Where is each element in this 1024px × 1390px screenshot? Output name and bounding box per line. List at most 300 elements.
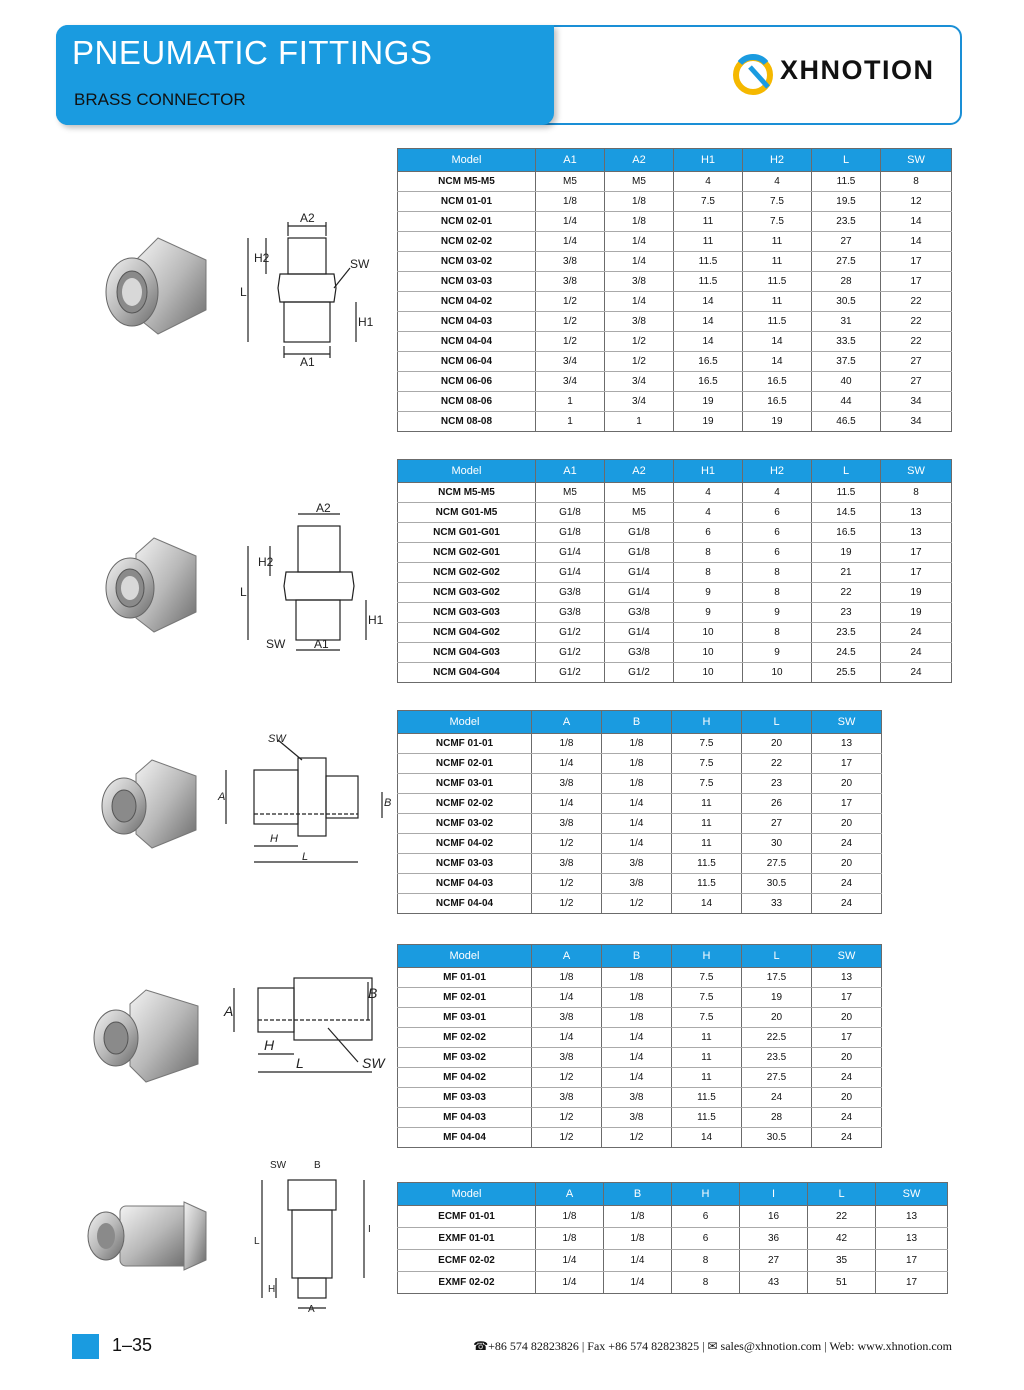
column-header: A <box>532 945 602 968</box>
value-cell: 9 <box>674 603 743 623</box>
model-cell: NCM 01-01 <box>398 192 536 212</box>
value-cell: 13 <box>881 503 952 523</box>
value-cell: 11.5 <box>672 1108 742 1128</box>
table-row <box>398 1108 882 1128</box>
svg-text:L: L <box>302 851 309 863</box>
value-cell: G1/8 <box>536 503 605 523</box>
value-cell: G1/4 <box>605 563 674 583</box>
value-cell: 24 <box>812 1108 882 1128</box>
svg-text:L: L <box>254 1236 260 1247</box>
value-cell: 42 <box>808 1228 876 1250</box>
value-cell: 19 <box>881 603 952 623</box>
value-cell: 1/2 <box>532 894 602 914</box>
model-cell: NCM M5-M5 <box>398 483 536 503</box>
value-cell: 6 <box>674 523 743 543</box>
value-cell: M5 <box>605 172 674 192</box>
value-cell: 28 <box>812 272 881 292</box>
value-cell: 17 <box>812 1028 882 1048</box>
model-cell: MF 02-01 <box>398 988 532 1008</box>
value-cell: 22 <box>881 292 952 312</box>
column-header: SW <box>812 711 882 734</box>
value-cell: 14 <box>674 312 743 332</box>
table-row <box>398 894 882 914</box>
value-cell: 1/2 <box>536 332 605 352</box>
svg-text:A2: A2 <box>300 211 315 225</box>
value-cell: 24 <box>881 623 952 643</box>
value-cell: 4 <box>743 483 812 503</box>
technical-drawing-5 <box>252 1156 382 1314</box>
value-cell: 1/4 <box>602 1068 672 1088</box>
value-cell: 1/4 <box>602 1048 672 1068</box>
value-cell: 16 <box>740 1206 808 1228</box>
table-row <box>398 192 952 212</box>
value-cell: 20 <box>812 1088 882 1108</box>
value-cell: 7.5 <box>672 754 742 774</box>
value-cell: 11.5 <box>674 252 743 272</box>
table-row <box>398 754 882 774</box>
column-header: H1 <box>674 149 743 172</box>
spec-table-ncm-g <box>397 459 952 683</box>
value-cell: 17 <box>812 988 882 1008</box>
table-row <box>398 1250 948 1272</box>
value-cell: 11.5 <box>812 483 881 503</box>
table-row <box>398 734 882 754</box>
value-cell: 14 <box>743 352 812 372</box>
value-cell: 30.5 <box>742 1128 812 1148</box>
value-cell: 11.5 <box>672 1088 742 1108</box>
value-cell: 20 <box>812 1008 882 1028</box>
value-cell: 3/8 <box>532 1008 602 1028</box>
value-cell: 10 <box>674 623 743 643</box>
value-cell: 14 <box>881 212 952 232</box>
table-row <box>398 1272 948 1294</box>
value-cell: 4 <box>743 172 812 192</box>
table-row <box>398 1068 882 1088</box>
svg-text:SW: SW <box>270 1160 287 1171</box>
value-cell: M5 <box>536 483 605 503</box>
model-cell: NCMF 04-02 <box>398 834 532 854</box>
model-cell: NCM 04-03 <box>398 312 536 332</box>
value-cell: 13 <box>812 734 882 754</box>
model-cell: NCM M5-M5 <box>398 172 536 192</box>
value-cell: 22 <box>742 754 812 774</box>
value-cell: 1/4 <box>536 1250 604 1272</box>
value-cell: 37.5 <box>812 352 881 372</box>
model-cell: MF 02-02 <box>398 1028 532 1048</box>
model-cell: NCMF 04-04 <box>398 894 532 914</box>
value-cell: 1/4 <box>605 252 674 272</box>
value-cell: G1/8 <box>605 543 674 563</box>
value-cell: 16.5 <box>743 392 812 412</box>
table-row <box>398 543 952 563</box>
svg-text:H: H <box>268 1284 276 1295</box>
value-cell: 1/4 <box>602 814 672 834</box>
model-cell: NCMF 01-01 <box>398 734 532 754</box>
value-cell: 1/8 <box>602 734 672 754</box>
model-cell: MF 04-04 <box>398 1128 532 1148</box>
value-cell: 13 <box>876 1206 948 1228</box>
product-photo-ncm-g <box>98 534 208 638</box>
table-row <box>398 483 952 503</box>
model-cell: NCM 02-01 <box>398 212 536 232</box>
svg-text:SW: SW <box>350 257 370 271</box>
model-cell: NCM 02-02 <box>398 232 536 252</box>
value-cell: 22 <box>881 312 952 332</box>
model-cell: NCMF 02-02 <box>398 794 532 814</box>
model-cell: NCM 06-04 <box>398 352 536 372</box>
value-cell: 1/8 <box>604 1228 672 1250</box>
table-header-row <box>398 149 952 172</box>
value-cell: 22 <box>881 332 952 352</box>
value-cell: 3/8 <box>605 312 674 332</box>
value-cell: 24 <box>812 1128 882 1148</box>
value-cell: 1/8 <box>536 192 605 212</box>
value-cell: 36 <box>740 1228 808 1250</box>
table-header-row <box>398 460 952 483</box>
value-cell: 16.5 <box>812 523 881 543</box>
value-cell: G1/8 <box>605 523 674 543</box>
product-photo-mf <box>86 986 204 1086</box>
product-photo-ncm-male <box>98 230 222 354</box>
value-cell: 6 <box>672 1206 740 1228</box>
value-cell: 19 <box>812 543 881 563</box>
column-header: A2 <box>605 149 674 172</box>
model-cell: NCMF 03-03 <box>398 854 532 874</box>
value-cell: 24 <box>881 663 952 683</box>
value-cell: 43 <box>740 1272 808 1294</box>
value-cell: 22 <box>812 583 881 603</box>
value-cell: 23.5 <box>812 212 881 232</box>
value-cell: 7.5 <box>743 192 812 212</box>
value-cell: 11.5 <box>743 312 812 332</box>
table-row <box>398 1128 882 1148</box>
value-cell: 1/2 <box>605 352 674 372</box>
value-cell: 1/2 <box>605 332 674 352</box>
value-cell: 14 <box>674 332 743 352</box>
value-cell: 1/8 <box>532 734 602 754</box>
model-cell: EXMF 01-01 <box>398 1228 536 1250</box>
model-cell: NCM 03-03 <box>398 272 536 292</box>
value-cell: 11 <box>743 232 812 252</box>
spec-table-ncmf <box>397 710 882 914</box>
svg-text:B: B <box>314 1160 321 1171</box>
table-row <box>398 794 882 814</box>
value-cell: 1/4 <box>532 794 602 814</box>
column-header: H2 <box>743 460 812 483</box>
column-header: Model <box>398 149 536 172</box>
value-cell: 3/8 <box>602 874 672 894</box>
value-cell: 3/8 <box>605 272 674 292</box>
value-cell: 20 <box>742 734 812 754</box>
table-row <box>398 854 882 874</box>
value-cell: 1/4 <box>532 754 602 774</box>
value-cell: 20 <box>812 814 882 834</box>
brand-name: XHNOTION <box>780 55 935 85</box>
page-number: 1–35 <box>112 1335 153 1355</box>
value-cell: G3/8 <box>536 603 605 623</box>
value-cell: 14 <box>881 232 952 252</box>
brand-logo <box>728 45 956 105</box>
value-cell: 17 <box>881 252 952 272</box>
value-cell: 24 <box>812 834 882 854</box>
value-cell: 10 <box>674 663 743 683</box>
value-cell: 34 <box>881 392 952 412</box>
table-row <box>398 874 882 894</box>
column-header: H2 <box>743 149 812 172</box>
svg-text:A2: A2 <box>316 501 331 515</box>
value-cell: 12 <box>881 192 952 212</box>
column-header: A <box>532 711 602 734</box>
value-cell: 17 <box>881 563 952 583</box>
value-cell: 20 <box>742 1008 812 1028</box>
value-cell: 24.5 <box>812 643 881 663</box>
value-cell: 16.5 <box>674 352 743 372</box>
product-photo-ncmf <box>92 756 202 852</box>
value-cell: 1/8 <box>602 1008 672 1028</box>
technical-drawing-4 <box>218 968 398 1086</box>
table-header-row <box>398 945 882 968</box>
value-cell: 13 <box>876 1228 948 1250</box>
value-cell: 51 <box>808 1272 876 1294</box>
column-header: L <box>808 1183 876 1206</box>
value-cell: 1/2 <box>532 874 602 894</box>
value-cell: 3/8 <box>536 272 605 292</box>
value-cell: G3/8 <box>605 603 674 623</box>
value-cell: 1 <box>536 392 605 412</box>
value-cell: 1/8 <box>602 988 672 1008</box>
column-header: I <box>740 1183 808 1206</box>
value-cell: 11 <box>672 834 742 854</box>
svg-text:L: L <box>296 1055 304 1071</box>
table-row <box>398 623 952 643</box>
value-cell: 3/8 <box>532 814 602 834</box>
svg-text:A1: A1 <box>314 637 329 651</box>
value-cell: 19 <box>743 412 812 432</box>
model-cell: NCM 08-08 <box>398 412 536 432</box>
svg-text:L: L <box>240 585 247 599</box>
value-cell: 27 <box>881 352 952 372</box>
value-cell: G1/4 <box>536 543 605 563</box>
table-row <box>398 1008 882 1028</box>
value-cell: G1/4 <box>605 583 674 603</box>
value-cell: G3/8 <box>536 583 605 603</box>
value-cell: 7.5 <box>672 1008 742 1028</box>
value-cell: 10 <box>674 643 743 663</box>
table-row <box>398 252 952 272</box>
value-cell: 30.5 <box>812 292 881 312</box>
value-cell: 8 <box>674 563 743 583</box>
value-cell: 1/8 <box>605 212 674 232</box>
value-cell: G1/4 <box>605 623 674 643</box>
value-cell: 19 <box>742 988 812 1008</box>
value-cell: 26 <box>742 794 812 814</box>
value-cell: 11 <box>743 292 812 312</box>
value-cell: 14 <box>672 1128 742 1148</box>
column-header: Model <box>398 711 532 734</box>
column-header: Model <box>398 460 536 483</box>
value-cell: 30.5 <box>742 874 812 894</box>
value-cell: 1/4 <box>532 1028 602 1048</box>
model-cell: NCM G04-G04 <box>398 663 536 683</box>
model-cell: NCMF 02-01 <box>398 754 532 774</box>
table-row <box>398 372 952 392</box>
value-cell: 19.5 <box>812 192 881 212</box>
value-cell: 7.5 <box>672 734 742 754</box>
value-cell: 7.5 <box>674 192 743 212</box>
table-row <box>398 603 952 623</box>
value-cell: 17 <box>876 1272 948 1294</box>
value-cell: 7.5 <box>743 212 812 232</box>
logo-mark-icon <box>728 45 778 105</box>
value-cell: 1/2 <box>602 894 672 914</box>
page-title: PNEUMATIC FITTINGS <box>72 34 433 71</box>
column-header: H <box>672 711 742 734</box>
column-header: H <box>672 945 742 968</box>
value-cell: 11 <box>743 252 812 272</box>
model-cell: NCM 08-06 <box>398 392 536 412</box>
column-header: L <box>742 945 812 968</box>
value-cell: 27 <box>812 232 881 252</box>
model-cell: MF 03-01 <box>398 1008 532 1028</box>
value-cell: 3/8 <box>532 1088 602 1108</box>
column-header: B <box>602 711 672 734</box>
value-cell: 8 <box>674 543 743 563</box>
column-header: L <box>742 711 812 734</box>
table-row <box>398 643 952 663</box>
model-cell: NCM G04-G02 <box>398 623 536 643</box>
value-cell: 3/8 <box>602 1108 672 1128</box>
value-cell: 6 <box>672 1228 740 1250</box>
product-photo-ecmf <box>80 1196 210 1276</box>
value-cell: 1/8 <box>532 968 602 988</box>
model-cell: NCM G01-G01 <box>398 523 536 543</box>
value-cell: 34 <box>881 412 952 432</box>
value-cell: G1/4 <box>536 563 605 583</box>
value-cell: 24 <box>742 1088 812 1108</box>
value-cell: 16.5 <box>743 372 812 392</box>
model-cell: ECMF 01-01 <box>398 1206 536 1228</box>
svg-text:A: A <box>224 1003 234 1019</box>
model-cell: NCM 04-02 <box>398 292 536 312</box>
value-cell: 3/8 <box>532 854 602 874</box>
svg-text:SW: SW <box>362 1055 385 1071</box>
value-cell: G1/8 <box>536 523 605 543</box>
spec-table-mf <box>397 944 882 1148</box>
value-cell: 6 <box>743 523 812 543</box>
value-cell: 11 <box>674 212 743 232</box>
value-cell: 35 <box>808 1250 876 1272</box>
value-cell: 16.5 <box>674 372 743 392</box>
value-cell: 1/2 <box>532 1128 602 1148</box>
svg-text:B: B <box>384 797 392 809</box>
value-cell: 17.5 <box>742 968 812 988</box>
value-cell: 11 <box>672 794 742 814</box>
table-row <box>398 212 952 232</box>
value-cell: 1/4 <box>605 292 674 312</box>
table-row <box>398 352 952 372</box>
model-cell: NCM G03-G03 <box>398 603 536 623</box>
table-row <box>398 834 882 854</box>
value-cell: 1/8 <box>605 192 674 212</box>
value-cell: 17 <box>812 754 882 774</box>
value-cell: 1/8 <box>602 968 672 988</box>
value-cell: 3/4 <box>536 352 605 372</box>
value-cell: 4 <box>674 172 743 192</box>
value-cell: 22 <box>808 1206 876 1228</box>
table-row <box>398 523 952 543</box>
model-cell: NCMF 03-01 <box>398 774 532 794</box>
svg-text:L: L <box>240 285 247 299</box>
table-row <box>398 412 952 432</box>
value-cell: 44 <box>812 392 881 412</box>
value-cell: 1/4 <box>602 1028 672 1048</box>
value-cell: 1/2 <box>532 1068 602 1088</box>
svg-text:H2: H2 <box>254 251 270 265</box>
value-cell: 7.5 <box>672 968 742 988</box>
value-cell: 3/4 <box>605 372 674 392</box>
table-header-row <box>398 1183 948 1206</box>
model-cell: NCM 03-02 <box>398 252 536 272</box>
model-cell: MF 03-02 <box>398 1048 532 1068</box>
value-cell: 8 <box>672 1272 740 1294</box>
value-cell: 20 <box>812 854 882 874</box>
table-row <box>398 563 952 583</box>
value-cell: 1 <box>605 412 674 432</box>
value-cell: 20 <box>812 774 882 794</box>
model-cell: NCM G01-M5 <box>398 503 536 523</box>
value-cell: 10 <box>743 663 812 683</box>
column-header: Model <box>398 945 532 968</box>
value-cell: 27 <box>881 372 952 392</box>
footer-marker <box>72 1334 99 1359</box>
spec-table-ncm <box>397 148 952 432</box>
svg-text:H: H <box>270 833 278 845</box>
value-cell: G1/2 <box>536 623 605 643</box>
column-header: A1 <box>536 460 605 483</box>
value-cell: 1/4 <box>604 1272 672 1294</box>
value-cell: 8 <box>672 1250 740 1272</box>
svg-text:H2: H2 <box>258 555 274 569</box>
table-row <box>398 392 952 412</box>
value-cell: 8 <box>881 172 952 192</box>
column-header: SW <box>881 460 952 483</box>
value-cell: G3/8 <box>605 643 674 663</box>
svg-text:H: H <box>264 1037 275 1053</box>
table-row <box>398 988 882 1008</box>
value-cell: 1 <box>536 412 605 432</box>
value-cell: 9 <box>674 583 743 603</box>
value-cell: G1/2 <box>605 663 674 683</box>
spec-table-ecmf <box>397 1182 948 1294</box>
column-header: B <box>604 1183 672 1206</box>
column-header: L <box>812 460 881 483</box>
value-cell: 8 <box>743 563 812 583</box>
value-cell: 9 <box>743 643 812 663</box>
table-row <box>398 583 952 603</box>
table-row <box>398 292 952 312</box>
value-cell: 24 <box>812 894 882 914</box>
value-cell: M5 <box>605 503 674 523</box>
svg-text:A1: A1 <box>300 355 315 369</box>
value-cell: 19 <box>674 412 743 432</box>
value-cell: 21 <box>812 563 881 583</box>
column-header: L <box>812 149 881 172</box>
value-cell: M5 <box>536 172 605 192</box>
value-cell: 1/4 <box>605 232 674 252</box>
value-cell: 4 <box>674 503 743 523</box>
value-cell: 7.5 <box>672 774 742 794</box>
value-cell: 11 <box>674 232 743 252</box>
